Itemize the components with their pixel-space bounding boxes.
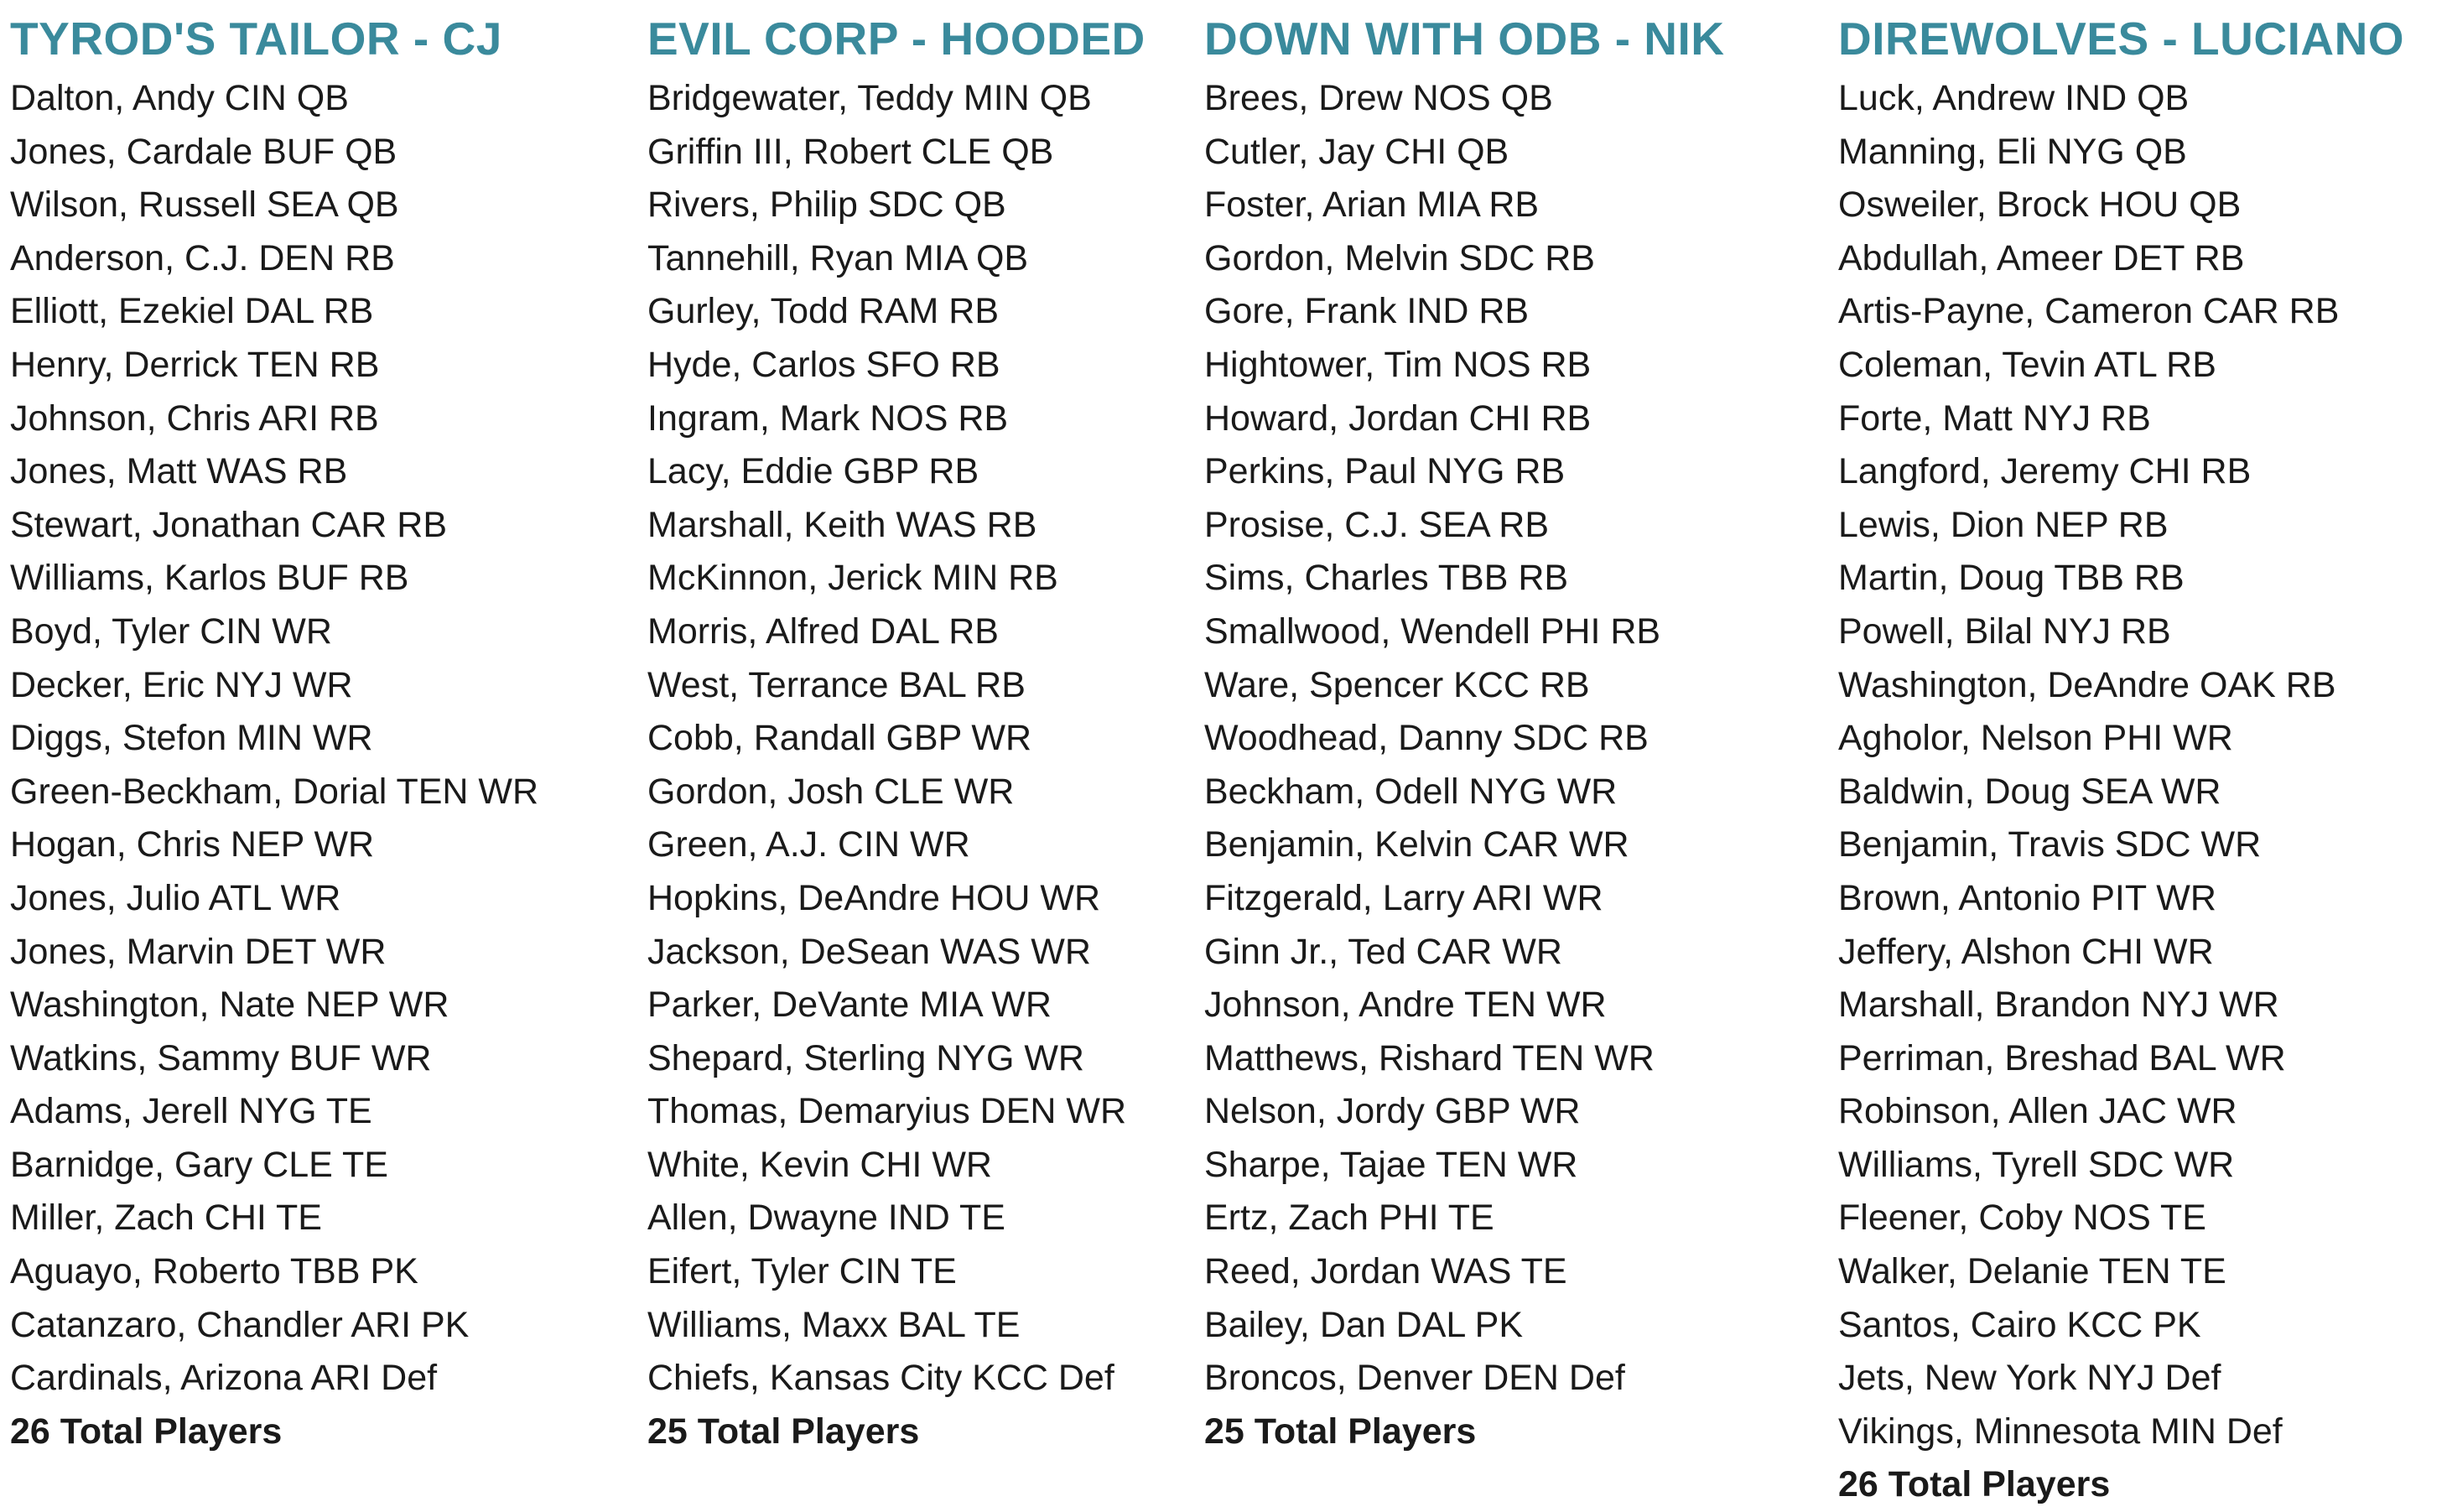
player-list xyxy=(1838,72,2404,1458)
player-row: Perriman, Breshad BAL WR xyxy=(1838,1037,2286,1078)
team-title: DIREWOLVES - LUCIANO xyxy=(1838,13,2405,65)
player-row: Fleener, Coby NOS TE xyxy=(1838,1198,2206,1239)
roster-column-3 xyxy=(1204,5,1725,1458)
player-row: Ware, Spencer KCC RB xyxy=(1204,664,1590,705)
player-row: Gordon, Melvin SDC RB xyxy=(1204,237,1595,278)
player-row: Brees, Drew NOS QB xyxy=(1204,78,1553,118)
player-row: Dalton, Andy CIN QB xyxy=(10,78,349,118)
player-row: Matthews, Rishard TEN WR xyxy=(1204,1037,1655,1078)
player-row: Cardinals, Arizona ARI Def xyxy=(10,1358,438,1399)
player-row: Marshall, Keith WAS RB xyxy=(647,504,1037,545)
player-row: Benjamin, Travis SDC WR xyxy=(1838,824,2262,865)
team-title: DOWN WITH ODB - NIK xyxy=(1204,13,1725,65)
player-row: Robinson, Allen JAC WR xyxy=(1838,1091,2237,1132)
player-row: Miller, Zach CHI TE xyxy=(10,1198,322,1239)
player-row: Johnson, Andre TEN WR xyxy=(1204,985,1607,1026)
player-row: Santos, Cairo KCC PK xyxy=(1838,1304,2201,1345)
total-players: 26 Total Players xyxy=(1838,1464,2111,1505)
player-row: Morris, Alfred DAL RB xyxy=(647,611,999,652)
total-players: 25 Total Players xyxy=(647,1411,920,1452)
player-row: Rivers, Philip SDC QB xyxy=(647,184,1006,226)
player-row: Powell, Bilal NYJ RB xyxy=(1838,611,2171,652)
roster-column-4 xyxy=(1838,5,2404,1512)
player-row: Sims, Charles TBB RB xyxy=(1204,558,1569,599)
player-row: Bridgewater, Teddy MIN QB xyxy=(647,78,1092,118)
player-row: Hopkins, DeAndre HOU WR xyxy=(647,877,1101,918)
player-row: Gordon, Josh CLE WR xyxy=(647,771,1015,812)
roster-column-1 xyxy=(10,5,538,1458)
player-list xyxy=(1204,72,1725,1405)
player-row: Osweiler, Brock HOU QB xyxy=(1838,184,2242,226)
player-row: Williams, Karlos BUF RB xyxy=(10,558,409,599)
player-row: Manning, Eli NYG QB xyxy=(1838,131,2187,172)
player-row: Nelson, Jordy GBP WR xyxy=(1204,1091,1581,1132)
player-row: Williams, Tyrell SDC WR xyxy=(1838,1144,2235,1185)
player-row: Anderson, C.J. DEN RB xyxy=(10,237,395,278)
player-row: Jones, Julio ATL WR xyxy=(10,877,341,918)
player-row: Luck, Andrew IND QB xyxy=(1838,78,2190,118)
player-row: Henry, Derrick TEN RB xyxy=(10,344,380,385)
player-row: Marshall, Brandon NYJ WR xyxy=(1838,985,2279,1026)
player-row: Reed, Jordan WAS TE xyxy=(1204,1251,1567,1292)
player-row: Gurley, Todd RAM RB xyxy=(647,291,999,332)
player-list xyxy=(647,72,1146,1405)
player-row: Parker, DeVante MIA WR xyxy=(647,985,1052,1026)
player-row: Langford, Jeremy CHI RB xyxy=(1838,451,2252,492)
team-title: EVIL CORP - HOODED xyxy=(647,13,1146,65)
player-row: Fitzgerald, Larry ARI WR xyxy=(1204,877,1603,918)
player-row: Washington, DeAndre OAK RB xyxy=(1838,664,2336,705)
player-row: Allen, Dwayne IND TE xyxy=(647,1198,1005,1239)
player-row: Hightower, Tim NOS RB xyxy=(1204,344,1592,385)
player-row: Griffin III, Robert CLE QB xyxy=(647,131,1054,172)
player-row: Williams, Maxx BAL TE xyxy=(647,1304,1021,1345)
player-row: Lacy, Eddie GBP RB xyxy=(647,451,979,492)
player-row: Green, A.J. CIN WR xyxy=(647,824,970,865)
player-row: Forte, Matt NYJ RB xyxy=(1838,397,2151,439)
player-row: Cutler, Jay CHI QB xyxy=(1204,131,1509,172)
player-row: Decker, Eric NYJ WR xyxy=(10,664,353,705)
player-row: Boyd, Tyler CIN WR xyxy=(10,611,332,652)
player-row: Jones, Matt WAS RB xyxy=(10,451,348,492)
player-row: West, Terrance BAL RB xyxy=(647,664,1026,705)
player-row: Adams, Jerell NYG TE xyxy=(10,1091,372,1132)
total-players: 25 Total Players xyxy=(1204,1411,1477,1452)
player-row: Smallwood, Wendell PHI RB xyxy=(1204,611,1661,652)
player-row: Prosise, C.J. SEA RB xyxy=(1204,504,1550,545)
player-row: Foster, Arian MIA RB xyxy=(1204,184,1540,226)
player-row: Benjamin, Kelvin CAR WR xyxy=(1204,824,1629,865)
player-row: Gore, Frank IND RB xyxy=(1204,291,1530,332)
player-row: Abdullah, Ameer DET RB xyxy=(1838,237,2245,278)
player-row: Shepard, Sterling NYG WR xyxy=(647,1037,1084,1078)
player-row: Elliott, Ezekiel DAL RB xyxy=(10,291,374,332)
player-row: Green-Beckham, Dorial TEN WR xyxy=(10,771,539,812)
player-row: Vikings, Minnesota MIN Def xyxy=(1838,1411,2283,1452)
player-row: Barnidge, Gary CLE TE xyxy=(10,1144,388,1185)
player-row: Walker, Delanie TEN TE xyxy=(1838,1251,2226,1292)
player-row: Jackson, DeSean WAS WR xyxy=(647,931,1091,972)
player-row: White, Kevin CHI WR xyxy=(647,1144,992,1185)
player-row: Hogan, Chris NEP WR xyxy=(10,824,375,865)
player-row: Beckham, Odell NYG WR xyxy=(1204,771,1618,812)
player-row: Wilson, Russell SEA QB xyxy=(10,184,399,226)
player-row: Eifert, Tyler CIN TE xyxy=(647,1251,957,1292)
player-row: Ginn Jr., Ted CAR WR xyxy=(1204,931,1562,972)
player-row: Diggs, Stefon MIN WR xyxy=(10,718,373,759)
team-title: TYROD'S TAILOR - CJ xyxy=(10,13,502,65)
player-row: Woodhead, Danny SDC RB xyxy=(1204,718,1649,759)
player-list xyxy=(10,72,538,1405)
player-row: Ingram, Mark NOS RB xyxy=(647,397,1009,439)
player-row: Hyde, Carlos SFO RB xyxy=(647,344,1000,385)
player-row: Artis-Payne, Cameron CAR RB xyxy=(1838,291,2340,332)
player-row: Aguayo, Roberto TBB PK xyxy=(10,1251,418,1292)
player-row: Jets, New York NYJ Def xyxy=(1838,1358,2221,1399)
player-row: McKinnon, Jerick MIN RB xyxy=(647,558,1058,599)
player-row: Lewis, Dion NEP RB xyxy=(1838,504,2169,545)
roster-column-2 xyxy=(647,5,1146,1458)
player-row: Howard, Jordan CHI RB xyxy=(1204,397,1592,439)
player-row: Agholor, Nelson PHI WR xyxy=(1838,718,2233,759)
player-row: Thomas, Demaryius DEN WR xyxy=(647,1091,1127,1132)
player-row: Martin, Doug TBB RB xyxy=(1838,558,2185,599)
player-row: Ertz, Zach PHI TE xyxy=(1204,1198,1494,1239)
player-row: Johnson, Chris ARI RB xyxy=(10,397,379,439)
player-row: Coleman, Tevin ATL RB xyxy=(1838,344,2216,385)
player-row: Perkins, Paul NYG RB xyxy=(1204,451,1566,492)
player-row: Jones, Marvin DET WR xyxy=(10,931,387,972)
player-row: Jones, Cardale BUF QB xyxy=(10,131,397,172)
player-row: Watkins, Sammy BUF WR xyxy=(10,1037,432,1078)
player-row: Sharpe, Tajae TEN WR xyxy=(1204,1144,1578,1185)
player-row: Stewart, Jonathan CAR RB xyxy=(10,504,448,545)
player-row: Baldwin, Doug SEA WR xyxy=(1838,771,2221,812)
player-row: Catanzaro, Chandler ARI PK xyxy=(10,1304,470,1345)
player-row: Bailey, Dan DAL PK xyxy=(1204,1304,1524,1345)
player-row: Chiefs, Kansas City KCC Def xyxy=(647,1358,1114,1399)
player-row: Cobb, Randall GBP WR xyxy=(647,718,1032,759)
player-row: Brown, Antonio PIT WR xyxy=(1838,877,2216,918)
player-row: Broncos, Denver DEN Def xyxy=(1204,1358,1625,1399)
player-row: Washington, Nate NEP WR xyxy=(10,985,449,1026)
player-row: Tannehill, Ryan MIA QB xyxy=(647,237,1029,278)
player-row: Jeffery, Alshon CHI WR xyxy=(1838,931,2214,972)
total-players: 26 Total Players xyxy=(10,1411,283,1452)
